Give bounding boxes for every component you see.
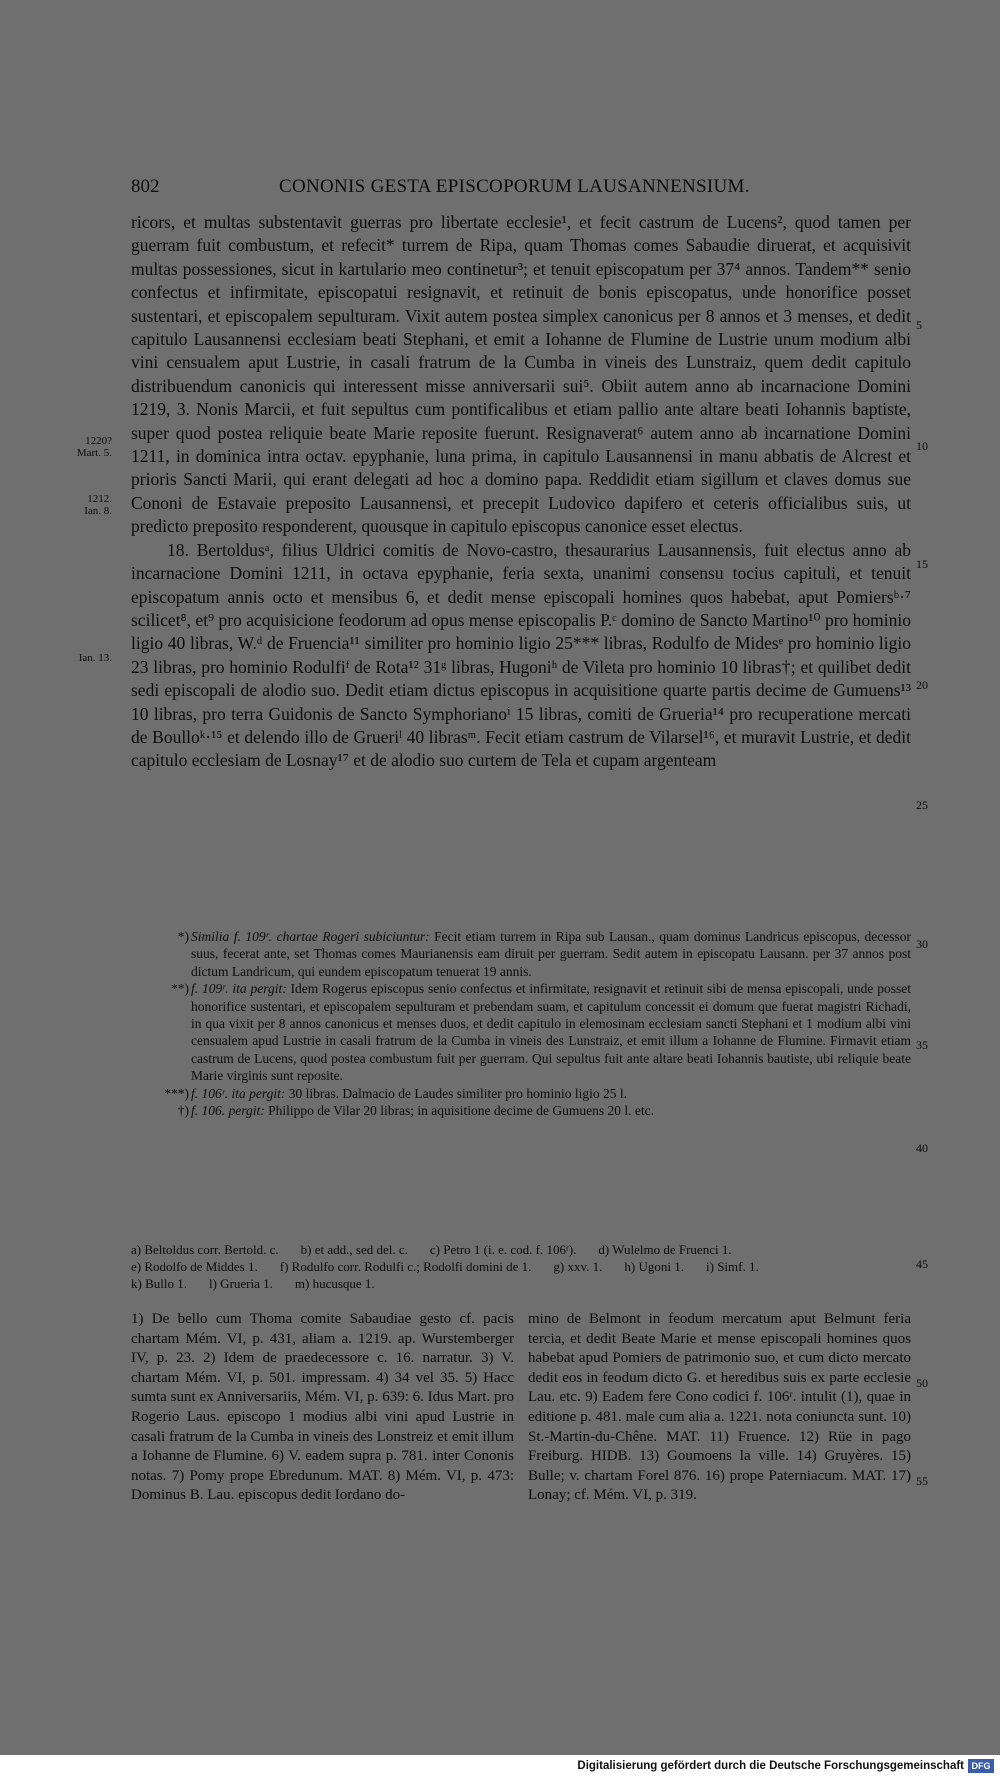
variant-note: k) Bullo 1. xyxy=(131,1276,187,1291)
main-text xyxy=(131,211,911,773)
text-footnote xyxy=(163,1102,911,1119)
variant-note: l) Grueria 1. xyxy=(208,1276,273,1291)
line-number: 30 xyxy=(916,937,928,951)
margin-date-year: 1220? xyxy=(85,435,112,447)
variant-note: c) Petro 1 (i. e. cod. f. 106ʳ). xyxy=(429,1242,577,1257)
footnote-mark: †) xyxy=(177,1103,189,1119)
variant-note: b) et add., sed del. c. xyxy=(300,1242,408,1257)
footnote-text: Philippo de Vilar 20 libras; in aquisitione decime de Gumuens 20 l. etc. xyxy=(268,1103,654,1119)
variant-row xyxy=(131,1275,911,1292)
variant-note: h) Ugoni 1. xyxy=(624,1259,684,1274)
variant-note: m) hucusque 1. xyxy=(294,1276,375,1291)
footnote-mark: **) xyxy=(171,981,189,997)
variant-row xyxy=(131,1241,911,1258)
main-paragraph-2: 18. Bertoldusᵃ, filius Uldrici comitis de Novo-castro, thesaurarius Lausannensis, fuit electus anno ab incarnacione Domini 1211, in octava epyphanie, feria sexta, unanimi consensu tocius capituli, et tenuit episcopatum annis octo et mensibus 6, et dedit mense episcopali homines quos habebat, aput Pomiersᵇ·⁷ scilicet⁸, et⁹ pro acquisicione feodorum ad opus mense episcopalis P.ᶜ domino de Sancto Martino¹⁰ pro hominio ligio 40 libras, W.ᵈ de Fruencia¹¹ similiter pro hominio ligio 25*** libras, Rodulfo de Midesᵉ pro hominio ligio 23 libras, pro hominio Rodulfiᶠ de Rota¹² 31ᵍ libras, Hugoniʰ de Vileta pro hominio 10 libras†; et quilibet dedit sedi episcopali de alodio suo. Dedit etiam dictus episcopus in acquisitione quarte partis decime de Gumuens¹³ 10 libras, pro terra Guidonis de Sancto Symphorianoⁱ 15 libras, comiti de Grueria¹⁴ pro recuperatione mercati de Boulloᵏ·¹⁵ et delendo illo de Grueriˡ 40 librasᵐ. Fecit etiam castrum de Vilarsel¹⁶, et muravit Lustrie, et dedit capitulo ecclesiam de Losnay¹⁷ et de alodio suo curtem de Tela et cupam argenteam xyxy=(131,539,911,771)
margin-date-3 xyxy=(52,652,112,664)
margin-date-day: Mart. 5. xyxy=(76,447,112,459)
variant-note: e) Rodolfo de Middes 1. xyxy=(131,1259,258,1274)
line-number: 45 xyxy=(916,1257,928,1271)
variant-row xyxy=(131,1258,911,1275)
line-number: 55 xyxy=(916,1474,928,1488)
notes-left-column: 1) De bello cum Thoma comite Sabaudiae gesto cf. pacis chartam Mém. VI, p. 431, aliam a. 1219. ap. Wurstemberger IV, p. 23. 2) Idem de praedecessore c. 16. narratur. 3) V. chartam Mém. VI, p. 501. impressam. 4) 34 vel 35. 5) Hacc sumta sunt ex Anniversariis, Mém. VI, p. 639: 6. Idus Mart. pro Rogerio Laus. episcopo 1 modius albi vini apud Lustrie in casali fratrum de la Cumba in vineis des Lonstreiz et emit illum a Iohanne de Flumine. 6) V. eadem supra p. 781. inter Cononis notas. 7) Pomy prope Ebredunum. MAT. 8) Mém. VI, p. 473: Dominus B. Lau. episcopus dedit Iordano do- xyxy=(131,1311,514,1504)
variant-note: f) Rodulfo corr. Rodulfi c.; Rodolfi domini de 1. xyxy=(279,1259,532,1274)
footnote-source: f. 109ʳ. ita pergit: xyxy=(191,981,287,997)
footnote-mark: ***) xyxy=(164,1085,189,1101)
footnote-source: f. 106. pergit: xyxy=(191,1103,265,1119)
line-number: 40 xyxy=(916,1141,928,1155)
variant-note: a) Beltoldus corr. Bertold. c. xyxy=(131,1242,279,1257)
line-number: 25 xyxy=(916,798,928,812)
line-number: 20 xyxy=(916,678,928,692)
line-number: 5 xyxy=(916,318,922,332)
footnote-text: 30 libras. Dalmacio de Laudes similiter pro hominio ligio 25 l. xyxy=(288,1085,627,1101)
margin-date-day: Ian. 13. xyxy=(78,652,112,664)
text-footnote xyxy=(163,980,911,1084)
margin-date-year: 1212. xyxy=(87,493,112,505)
text-footnote xyxy=(163,928,911,980)
page-header xyxy=(131,176,931,204)
line-number: 35 xyxy=(916,1038,928,1052)
line-number: 15 xyxy=(916,557,928,571)
numbered-notes xyxy=(131,1310,911,1506)
line-number: 50 xyxy=(916,1376,928,1390)
footnote-text: Fecit etiam turrem in Ripa sub Lausan., quam dominus Landricus episcopus, decessor suus, fecerat ante, set Thomas comes Maurianensis eam diruit per guerram. Sedit autem in episcopatu Lausann. per 37 annos post dictum Landricum, qui eundem episcopatum tenuerat 19 annis. xyxy=(191,929,911,979)
variant-note: d) Wulelmo de Fruenci 1. xyxy=(598,1242,732,1257)
margin-date-2 xyxy=(52,493,112,517)
footnote-text: Idem Rogerus episcopus senio confectus et infirmitate, resignavit et retinuit sibi de mensa episcopali, unde posset honorifice sustentari, et episcopalem sepulturam et prebendam suam, et capitulum concessit ei domum que fuerat magistri Richadi, in qua vixit per 8 annos canonicus et menses duos, et dedit capitulo in elemosinam ecclesiam sancti Stephani et 1 modium albi vini censualem apud Lustrie in casali fratrum de la Cumba in vineis des Lunstraiz, et emit illum a Iohanne de Flumine. Firmavit etiam castrum de Lucens, quod postea combustum fuit per guerram. Qui sepultus fuit ante altare beati Iohannis bautiste, ubi reliquie beate Marie virginis sunt reposite. xyxy=(191,981,911,1084)
footnote-mark: *) xyxy=(177,929,189,944)
variant-note: g) xxv. 1. xyxy=(553,1259,603,1274)
variant-readings xyxy=(131,1241,911,1292)
main-paragraph-1: ricors, et multas substentavit guerras pro libertate ecclesie¹, et fecit castrum de Lucens², quod tamen per guerram fuit combustum, et refecit* turrem de Ripa, quam Thomas comes Sabaudie diruerat, et acquisivit multas possessiones, sicut in kartulario meo continetur³; et tenuit episcopatum per 37⁴ annos. Tandem** senio confectus et infirmitate, episcopatui resignavit, et retinuit de bonis episcopatus, unde honorifice posset sustentari, et episcopalem sepulturam. Vixit autem postea simplex canonicus per 8 annos et 3 menses, et dedit capitulo Lausannensi ecclesiam beati Stephani, et emit a Iohanne de Flumine de Lustrie unum modium albi vini censualem aput Lustrie, in casali fratrum de la Cumba in vineis des Lunstraiz, quem dedit capitulo distribuendum canonicis qui interessent misse anniversarii sui⁵. Obiit autem anno ab incarnacione Domini 1219, 3. Nonis Marcii, et fuit sepultus cum pontificalibus et etiam pallio ante altare beati Iohannis baptiste, super quod postea reliquie beate Marie reposite fuerunt. Resignaverat⁶ autem anno ab incarnatione Domini 1211, in dominica intra octav. epyphanie, luna prima, in capitulo Lausannensi in manu abbatis de Alcrest et prioris Sancti Marii, qui erant delegati ad hoc a domino papa. Reddidit etiam sigillum et claves domus sue Cononi de Estavaie preposito Lausannensi, et precepit Ludovico dapifero et ceteris officialibus suis, ut predicto preposito responderent, quousque in capitulo episcopus canonice esset electus. xyxy=(131,212,911,537)
dfg-logo-icon: DFG xyxy=(968,1759,994,1773)
variant-note: i) Simf. 1. xyxy=(706,1259,759,1274)
margin-date-day: Ian. 8. xyxy=(84,505,112,517)
text-footnotes xyxy=(163,928,911,1119)
line-number: 10 xyxy=(916,439,928,453)
notes-right-column: mino de Belmont in feodum mercatum aput Belmunt feria tercia, et dedit Beate Marie et mense episcopali homines quos habebat apud Pomiers de patrimonio suo, et cum dicto mercato dedit eos in feodum dicto G. et heredibus suis ex parte ecclesie Lau. etc. 9) Eadem fere Cono codici f. 106ʳ. intulit (1), quae in editione p. 481. male cum alia a. 1221. nota coniuncta sunt. 10) St.-Martin-du-Chêne. MAT. 11) Fruence. 12) Rüe in pago Freiburg. HIDB. 13) Goumoens la ville. 14) Gruyères. 15) Bulle; v. chartam Forel 876. 16) prope Paterniacum. MAT. 17) Lonay; cf. Mém. VI, p. 319. xyxy=(528,1311,911,1504)
footnote-source: Similia f. 109ʳ. chartae Rogeri subiciuntur: xyxy=(191,929,430,944)
margin-date-1 xyxy=(52,435,112,459)
running-title: CONONIS GESTA EPISCOPORUM LAUSANNENSIUM. xyxy=(279,176,750,197)
footer-credit: Digitalisierung gefördert durch die Deutsche Forschungsgemeinschaft xyxy=(577,1760,964,1772)
digitization-footer xyxy=(0,1755,1000,1778)
page-number: 802 xyxy=(131,176,160,197)
footnote-source: f. 106ʳ. ita pergit: xyxy=(191,1085,286,1101)
text-footnote xyxy=(163,1085,911,1102)
